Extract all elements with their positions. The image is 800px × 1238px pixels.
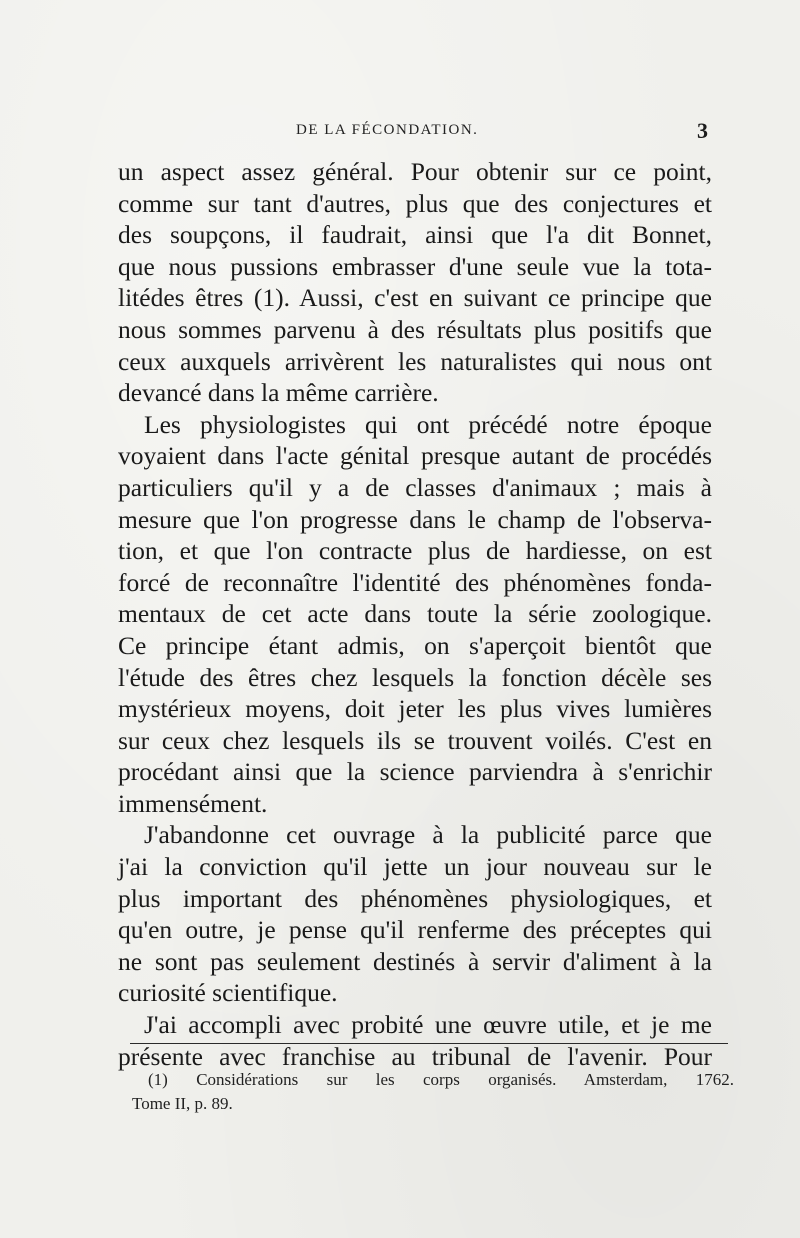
text-line: ceux auxquels arrivèrent les naturalistes qui nous ont bbox=[118, 346, 712, 376]
text-line: particuliers qu'il y a de classes d'animaux ; mais à bbox=[118, 472, 712, 502]
text-line: nous sommes parvenu à des résultats plus positifs que bbox=[118, 314, 712, 344]
page-number: 3 bbox=[697, 118, 708, 143]
running-head: DE LA FÉCONDATION. bbox=[296, 122, 479, 138]
text-line: Les physiologistes qui ont précédé notre époque bbox=[144, 409, 712, 439]
text-line: mystérieux moyens, doit jeter les plus vives lumières bbox=[118, 694, 712, 724]
text-line: comme sur tant d'autres, plus que des conjectures et bbox=[118, 188, 712, 218]
text-line: voyaient dans l'acte génital presque autant de procédés bbox=[118, 441, 712, 471]
footnote bbox=[132, 1068, 734, 1116]
text-line: qu'en outre, je pense qu'il renferme des préceptes qui bbox=[118, 915, 712, 945]
text-line: immensément. bbox=[118, 788, 268, 818]
text-line: J'ai accompli avec probité une œuvre utile, et je me bbox=[144, 1010, 712, 1040]
text-line: que nous pussions embrasser d'une seule vue la tota- bbox=[118, 251, 712, 281]
footnote-rule bbox=[130, 1043, 728, 1044]
body-text bbox=[118, 156, 712, 1072]
text-line: litédes êtres (1). Aussi, c'est en suivant ce principe que bbox=[118, 283, 712, 313]
text-line: tion, et que l'on contracte plus de hardiesse, on est bbox=[118, 536, 712, 566]
text-line: curiosité scientifique. bbox=[118, 978, 338, 1008]
text-line: présente avec franchise au tribunal de l'avenir. Pour bbox=[118, 1041, 712, 1071]
text-line: des soupçons, il faudrait, ainsi que l'a dit Bonnet, bbox=[118, 220, 712, 250]
footnote-line: Tome II, p. 89. bbox=[132, 1094, 233, 1113]
page-header bbox=[118, 118, 708, 148]
text-line: forcé de reconnaître l'identité des phénomènes fonda- bbox=[118, 567, 712, 597]
text-line: devancé dans la même carrière. bbox=[118, 378, 439, 408]
text-line: sur ceux chez lesquels ils se trouvent voilés. C'est en bbox=[118, 725, 712, 755]
text-line: un aspect assez général. Pour obtenir sur ce point, bbox=[118, 157, 712, 186]
text-line: l'étude des êtres chez lesquels la fonction décèle ses bbox=[118, 662, 712, 692]
text-line: J'abandonne cet ouvrage à la publicité parce que bbox=[144, 820, 712, 850]
text-line: ne sont pas seulement destinés à servir d'aliment à la bbox=[118, 946, 712, 976]
text-line: j'ai la conviction qu'il jette un jour nouveau sur le bbox=[118, 852, 712, 882]
text-line: Ce principe étant admis, on s'aperçoit bientôt que bbox=[118, 630, 712, 660]
text-line: plus important des phénomènes physiologiques, et bbox=[118, 883, 712, 913]
text-line: procédant ainsi que la science parviendra à s'enrichir bbox=[118, 757, 712, 787]
text-line: mentaux de cet acte dans toute la série zoologique. bbox=[118, 599, 712, 629]
text-line: mesure que l'on progresse dans le champ de l'observa- bbox=[118, 504, 712, 534]
footnote-line: (1) Considérations sur les corps organisés. Amsterdam, 1762. bbox=[148, 1070, 734, 1089]
